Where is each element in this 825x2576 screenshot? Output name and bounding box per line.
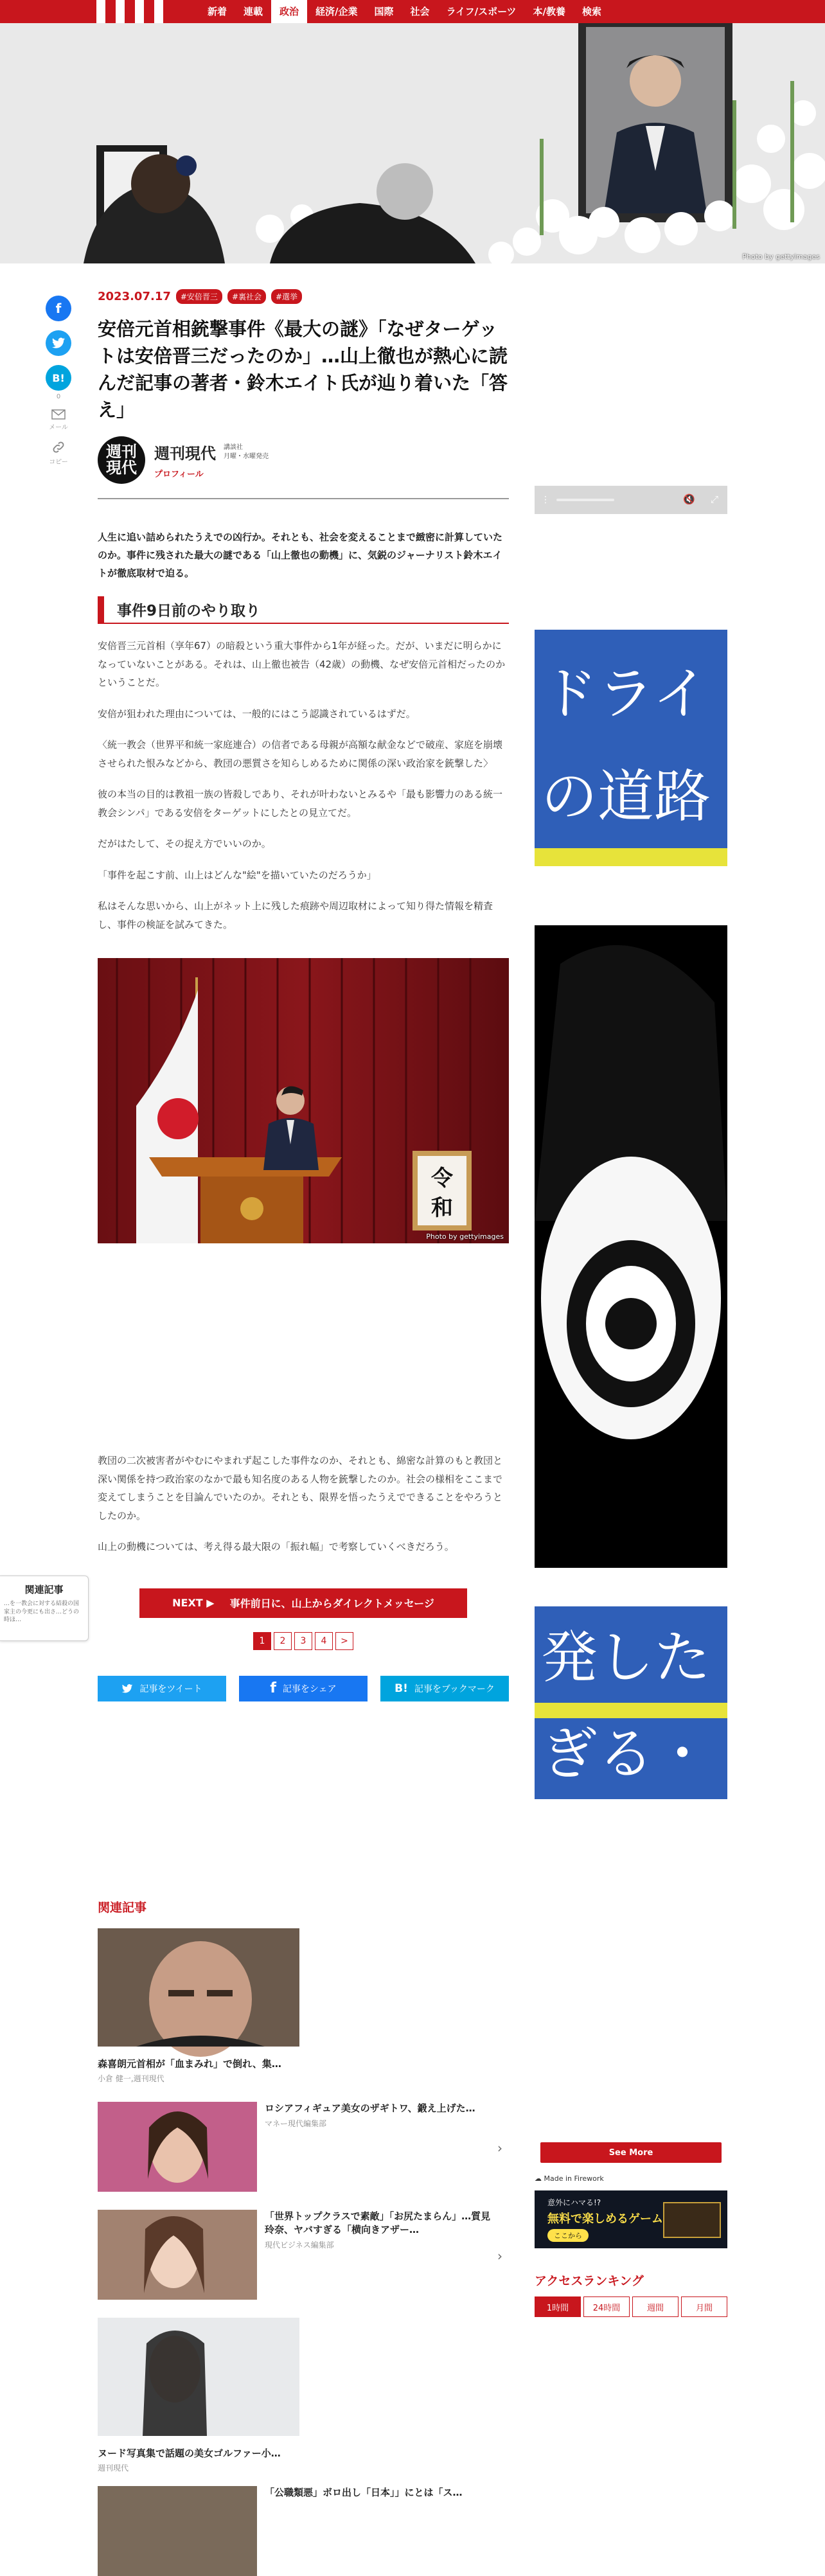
publication-logo[interactable]: 週刊 現代 — [98, 436, 145, 484]
paragraph: 彼の本当の目的は教祖一族の皆殺しであり、それが叶わないとみるや「最も影響力のある統一教会シンパ」である安倍をターゲットにしたとの見立てだ。 — [98, 788, 503, 819]
facebook-label: 記事をシェア — [282, 1683, 337, 1694]
hero-image — [0, 23, 825, 263]
related-thumbnail — [98, 2486, 257, 2576]
page-link[interactable]: 3 — [294, 1632, 312, 1650]
related-heading: 関連記事 — [98, 1900, 147, 1915]
video-controls — [535, 486, 727, 514]
paragraph: 教団の二次被害者がやむにやまれず起こした事件なのか、それとも、綿密な計算のもと教団と深い関係を持つ政治家のなかで最も知名度のある人物を銃撃したのか。社会の様相をここまで変えてしまうことを目論んでいたのか。それとも、限界を悟ったうえでできることをやろうとしたのか。 — [98, 1455, 503, 1522]
nav-item[interactable]: 経済/企業 — [315, 6, 358, 17]
floating-related-title: 関連記事 — [24, 1584, 64, 1595]
chevron-right-icon: › — [497, 2248, 502, 2264]
nav-item[interactable]: ライフ/スポーツ — [446, 6, 517, 17]
mute-icon[interactable]: 🔇 — [683, 493, 695, 505]
section-heading: 事件9日前のやり取り — [98, 596, 509, 624]
video-progress[interactable] — [556, 499, 614, 501]
video-caption: ドライ — [541, 661, 709, 727]
related-thumbnail — [98, 1928, 299, 2047]
pagination — [98, 1632, 509, 1650]
related-thumbnail — [98, 2102, 257, 2192]
related-title: ロシアフィギュア美女のザギトワ、鍛え上げた… — [265, 2102, 475, 2114]
video-caption: の道路 — [541, 763, 711, 830]
twitter-icon — [121, 1683, 133, 1694]
publisher-name: 講談社 — [224, 443, 243, 451]
ranking-tab[interactable]: 週間 — [632, 2296, 679, 2317]
ranking-tab[interactable]: 24時間 — [583, 2296, 630, 2317]
ad-line1: 意外にハマる!? — [547, 2198, 601, 2207]
firework-credit[interactable] — [535, 2174, 727, 2183]
article-figure — [98, 958, 509, 1243]
ranking-heading: アクセスランキング — [535, 2274, 644, 2288]
nav-item[interactable]: 連載 — [244, 6, 263, 17]
next-title: 事件前日に、山上からダイレクトメッセージ — [229, 1597, 434, 1610]
tag-link[interactable]: #選挙 — [271, 289, 302, 304]
paragraph: 私はそんな思いから、山上がネット上に残した痕跡や周辺取材によって知り得た情報を精査し、事件の検証を試みてきた。 — [98, 900, 493, 930]
article-main — [98, 289, 509, 2576]
nav-item[interactable]: 新着 — [208, 6, 227, 17]
paragraph: 山上の動機については、考え得る最大限の「振れ幅」で考察していくべきだろう。 — [98, 1541, 454, 1553]
next-label: NEXT ▶ — [172, 1597, 215, 1610]
hatena-count: 0 — [56, 393, 61, 400]
paragraph: 〈統一教会（世界平和統一家庭連合）の信者である母親が高額な献金などで破産、家庭を崩壊させられた恨みなどから、教団の悪質さを知らしめるために関係の深い政治家を銃撃した〉 — [98, 739, 503, 769]
article-date: 2023.07.17 — [98, 290, 171, 303]
facebook-icon: f — [270, 1680, 276, 1697]
related-article[interactable] — [98, 2318, 509, 2473]
related-article[interactable] — [98, 2486, 509, 2576]
related-article[interactable] — [98, 2210, 509, 2300]
floating-related-snippet: …を一教会に対する結殺の国家主の今更にも出さ…どうの時ほ… — [4, 1601, 80, 1624]
page-link[interactable]: 2 — [274, 1632, 292, 1650]
menu-icon[interactable]: ⋮ — [541, 495, 550, 505]
game-ad-banner[interactable] — [535, 2190, 727, 2248]
firework-label: Made in Firework — [544, 2174, 604, 2183]
article-meta — [98, 289, 509, 304]
copy-label: コピー — [49, 459, 68, 466]
mail-share-button[interactable] — [49, 409, 68, 431]
twitter-share-icon[interactable] — [46, 330, 71, 356]
mail-icon — [51, 409, 66, 420]
related-title: 「世界トップクラスで素敵」「お尻たまらん」…質見玲奈、ヤバすぎる「横向きアザー… — [265, 2210, 491, 2235]
ranking-tabs — [535, 2296, 727, 2317]
share-bar — [98, 1676, 509, 1701]
author-info — [154, 441, 269, 479]
ad-game-image — [663, 2202, 721, 2238]
see-more-button[interactable]: See More — [540, 2142, 722, 2163]
ad-cta: ここから — [547, 2229, 589, 2242]
ad-line2: 無料で楽しめるゲーム — [547, 2212, 663, 2226]
next-page-button[interactable] — [139, 1588, 467, 1618]
facebook-share-icon[interactable]: f — [46, 296, 71, 321]
top-navigation — [0, 0, 825, 23]
related-title: ヌード写真集で話題の美女ゴルファー小… — [98, 2447, 281, 2459]
related-author: 週刊現代 — [98, 2463, 129, 2473]
side-share-column — [44, 296, 73, 466]
related-article[interactable] — [98, 1928, 509, 2084]
next-page-link[interactable]: > — [335, 1632, 353, 1650]
figure-illustration — [98, 958, 509, 1243]
page-link[interactable]: 4 — [315, 1632, 333, 1650]
video-caption: 発した — [541, 1624, 711, 1691]
hatena-icon: B! — [395, 1682, 408, 1695]
publish-schedule: 月曜・水曜発売 — [224, 452, 269, 460]
svg-text:和: 和 — [431, 1195, 453, 1221]
hatena-bookmark-button[interactable] — [380, 1676, 509, 1701]
paragraph: だがはたして、その捉え方でいいのか。 — [98, 838, 271, 850]
video-frame — [535, 514, 727, 2034]
ranking-tab[interactable]: 月間 — [681, 2296, 727, 2317]
related-thumbnail — [98, 2318, 299, 2436]
right-sidebar — [535, 486, 727, 2317]
paragraph: 安倍晋三元首相（享年67）の暗殺という重大事件から1年が経った。だが、いまだに明らかになっていないことがある。それは、山上徹也被告（42歳）の動機、なぜ安倍元首相だったのかということだ。 — [98, 640, 506, 689]
paragraph: 「事件を起こす前、山上はどんな"絵"を描いていたのだろうか」 — [98, 869, 377, 881]
related-author: 現代ビジネス編集部 — [265, 2240, 334, 2250]
photo-credit: Photo by gettyimages — [742, 253, 820, 261]
author-name[interactable]: 週刊現代 — [154, 445, 216, 463]
article-title: 安倍元首相銃撃事件《最大の謎》「なぜターゲットは安倍晋三だったのか」…山上徹也が熱心に読んだ記事の著者・鈴木エイト氏が辿り着いた「答え」 — [98, 318, 508, 422]
hatena-bookmark-icon[interactable]: B! — [46, 365, 71, 391]
tweet-button[interactable] — [98, 1676, 226, 1701]
nav-item[interactable]: 政治 — [271, 0, 307, 23]
divider — [98, 498, 509, 499]
ranking-tab[interactable]: 1時間 — [535, 2296, 581, 2317]
nav-item[interactable]: 国際 — [374, 6, 394, 17]
related-title: 「公職類悪」ボロ出し「日本」」にとは「ス… — [265, 2486, 463, 2498]
hero-photo-illustration — [0, 23, 825, 263]
article-lead: 人生に追い詰められたうえでの凶行か。それとも、社会を変えることまで緻密に計算していたのか。事件に残された最大の謎である「山上徹也の動機」に、気鋭のジャーナリスト鈴木エイトが徹底取材で迫る。 — [98, 531, 503, 579]
floating-related-widget[interactable] — [0, 1576, 89, 1641]
author-block — [98, 436, 509, 484]
related-thumbnail — [98, 2210, 257, 2300]
firework-icon: ☁ — [535, 2174, 542, 2183]
related-author: マネー現代編集部 — [265, 2119, 327, 2128]
page-link[interactable]: 1 — [253, 1632, 271, 1650]
svg-text:令: 令 — [431, 1166, 453, 1192]
nav-items — [199, 0, 610, 23]
video-caption: ぎる・ — [541, 1721, 711, 1787]
figure-credit: Photo by gettyimages — [426, 1232, 504, 1241]
copy-link-button[interactable] — [49, 440, 68, 466]
tweet-label: 記事をツイート — [139, 1683, 202, 1694]
chevron-right-icon: › — [497, 2140, 502, 2156]
profile-link[interactable]: プロフィール — [154, 470, 204, 480]
related-author: 小倉 健一,週刊現代 — [98, 2074, 164, 2083]
tag-link[interactable]: #裏社会 — [227, 289, 266, 304]
ad-space — [98, 1243, 509, 1439]
paragraph: 安倍が狙われた理由については、一般的にはこう認識されているはずだ。 — [98, 707, 416, 720]
related-title: 森喜朗元首相が「血まみれ」で倒れ、集… — [98, 2057, 281, 2070]
video-player[interactable] — [535, 486, 727, 2034]
site-logo-stripes[interactable] — [96, 0, 173, 23]
related-article[interactable] — [98, 2102, 509, 2192]
tag-link[interactable]: #安倍晋三 — [176, 289, 222, 304]
mail-label: メール — [49, 424, 68, 431]
link-icon — [51, 440, 66, 454]
nav-item[interactable]: 検索 — [582, 6, 602, 17]
facebook-share-button[interactable] — [239, 1676, 368, 1701]
publisher-info — [224, 443, 269, 461]
nav-item[interactable]: 社会 — [410, 6, 430, 17]
hatena-label: 記事をブックマーク — [414, 1683, 495, 1694]
fullscreen-icon[interactable]: ⤢ — [710, 493, 718, 505]
nav-item[interactable]: 本/教養 — [533, 6, 566, 17]
